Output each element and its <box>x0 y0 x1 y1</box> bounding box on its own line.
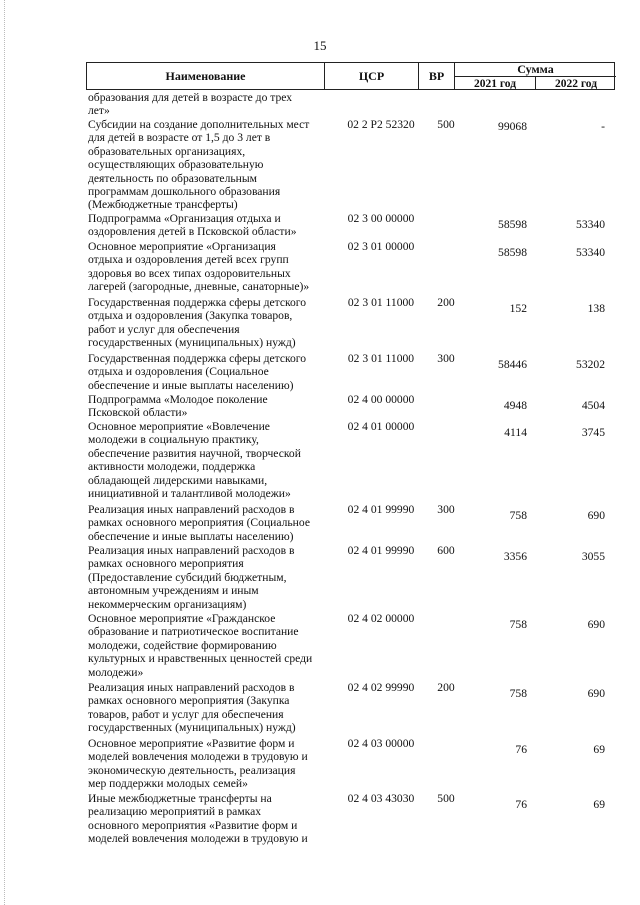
row-name-line: Реализация иных направлений расходов в <box>88 681 295 694</box>
row-name-line: отдыха и оздоровления (Социальное <box>88 365 269 379</box>
row-name-line: здоровья во всех типах оздоровительных <box>88 266 291 280</box>
row-name-line: обеспечение и иные выплаты населению) <box>88 529 294 543</box>
row-csr: 02 4 02 99990 <box>347 681 415 694</box>
row-name-line: рамках основного мероприятия (Закупка <box>88 694 290 708</box>
row-2022: 53340 <box>576 218 605 231</box>
row-name-line: Псковской области» <box>88 406 188 420</box>
row-2022: 69 <box>593 798 605 811</box>
row-name-line: Иные межбюджетные трансферты на <box>88 792 272 805</box>
row-2021: 76 <box>515 743 527 756</box>
row-2022: 69 <box>593 743 605 756</box>
row-name-line: Реализация иных направлений расходов в <box>88 503 295 516</box>
row-2021: 152 <box>509 302 527 315</box>
row-name <box>88 737 324 791</box>
row-name-line: культурных и нравственных ценностей среди <box>88 652 313 666</box>
row-2022: 4504 <box>581 399 605 412</box>
row-2021: 76 <box>515 798 527 811</box>
row-name <box>88 681 324 735</box>
row-vr: 200 <box>437 296 455 309</box>
row-name-line: государственных (муниципальных) нужд) <box>88 721 296 735</box>
row-name-line: моделей вовлечения молодежи в трудовую и <box>88 750 308 764</box>
row-vr: 200 <box>437 681 455 694</box>
row-csr: 02 4 01 99990 <box>347 503 415 516</box>
row-csr: 02 3 01 00000 <box>347 240 415 253</box>
row-vr: 600 <box>437 544 455 557</box>
row-name <box>88 544 324 611</box>
row-name-line: образование и патриотическое воспитание <box>88 625 299 639</box>
row-name <box>88 352 324 392</box>
page-edge-dotted-line <box>4 0 6 905</box>
row-2022: 3745 <box>581 426 605 439</box>
row-name-line: Государственная поддержка сферы детского <box>88 352 307 365</box>
row-name-line: оздоровления детей в Псковской области» <box>88 225 297 239</box>
row-name-line: лет» <box>88 104 110 118</box>
row-2022: 690 <box>587 618 605 631</box>
row-name-line: Основное мероприятие «Вовлечение <box>88 420 270 433</box>
row-name-line: молодежи, содействие формированию <box>88 638 277 652</box>
row-name-line: основного мероприятия «Развитие форм и <box>88 818 298 832</box>
row-2022: 53202 <box>576 358 605 371</box>
row-name-line: автономным учреждениям и иным <box>88 584 259 598</box>
row-name-line: работ и услуг для обеспечения <box>88 322 240 336</box>
row-name-line: рамках основного мероприятия (Социальное <box>88 516 310 530</box>
row-name-line: Основное мероприятие «Развитие форм и <box>88 737 295 750</box>
row-csr: 02 3 01 11000 <box>347 296 415 309</box>
row-csr: 02 4 03 43030 <box>347 792 415 805</box>
row-name-line: рамках основного мероприятия <box>88 557 244 571</box>
row-vr: 500 <box>437 792 455 805</box>
row-name-line: для детей в возрасте от 1,5 до 3 лет в <box>88 131 271 145</box>
header-year-2022: 2022 год <box>554 77 598 90</box>
row-name <box>88 503 324 543</box>
row-2021: 4948 <box>503 399 527 412</box>
row-2022: 690 <box>587 687 605 700</box>
row-csr: 02 4 01 00000 <box>347 420 415 433</box>
row-name <box>88 240 324 294</box>
row-2022: 138 <box>587 302 605 315</box>
row-name <box>88 212 324 239</box>
row-name-line: обеспечение и иные выплаты населению) <box>88 378 294 392</box>
row-2022: 690 <box>587 509 605 522</box>
header-year-2021: 2021 год <box>455 77 536 90</box>
row-name-line: Подпрограмма «Молодое поколение <box>88 393 268 406</box>
row-name-line: экономическую деятельность, реализация <box>88 763 296 777</box>
row-name <box>88 118 324 212</box>
row-2022: 53340 <box>576 246 605 259</box>
row-name-line: обладающей лидерскими навыками, <box>88 473 268 487</box>
header-sum: Сумма <box>455 63 616 77</box>
row-name-line: Основное мероприятие «Гражданское <box>88 612 276 625</box>
row-name <box>88 420 324 500</box>
row-name-line: программам дошкольного образования <box>88 185 281 199</box>
row-2021: 3356 <box>503 550 527 563</box>
row-csr: 02 4 01 99990 <box>347 544 415 557</box>
row-name-line: (Межбюджетные трансферты) <box>88 198 238 212</box>
row-2021: 758 <box>509 687 527 700</box>
row-name-line: товаров, работ и услуг для обеспечения <box>88 707 284 721</box>
row-csr: 02 3 00 00000 <box>347 212 415 225</box>
row-name <box>88 91 324 118</box>
row-name-line: лагерей (загородные, дневные, санаторные)» <box>88 280 310 294</box>
table-header <box>86 62 615 90</box>
row-name-line: отдыха и оздоровления детей всех групп <box>88 253 289 267</box>
row-2022: - <box>601 120 605 133</box>
row-name-line: некоммерческим организациям) <box>88 597 247 611</box>
row-2021: 99068 <box>498 120 527 133</box>
header-vr: ВР <box>419 63 455 89</box>
row-vr: 500 <box>437 118 455 131</box>
row-name-line: активности молодежи, поддержка <box>88 460 256 474</box>
header-name: Наименование <box>87 63 325 89</box>
row-2021: 58446 <box>498 358 527 371</box>
row-2021: 4114 <box>504 426 527 439</box>
row-2021: 58598 <box>498 246 527 259</box>
row-name-line: Основное мероприятие «Организация <box>88 240 276 253</box>
row-name-line: молодежи в социальную практику, <box>88 433 259 447</box>
row-name-line: Субсидии на создание дополнительных мест <box>88 118 310 131</box>
row-name-line: образовательных организациях, <box>88 144 246 158</box>
row-name-line: (Предоставление субсидий бюджетным, <box>88 570 287 584</box>
header-csr: ЦСР <box>325 63 419 89</box>
row-2021: 758 <box>509 618 527 631</box>
page-number: 15 <box>313 38 327 53</box>
row-name-line: отдыха и оздоровления (Закупка товаров, <box>88 309 293 323</box>
row-2021: 758 <box>509 509 527 522</box>
row-vr: 300 <box>437 503 455 516</box>
row-vr: 300 <box>437 352 455 365</box>
row-2022: 3055 <box>581 550 605 563</box>
row-2021: 58598 <box>498 218 527 231</box>
row-csr: 02 3 01 11000 <box>347 352 415 365</box>
row-name-line: образования для детей в возрасте до трех <box>88 91 293 104</box>
row-name <box>88 612 324 679</box>
row-name-line: обеспечение развития научной, творческой <box>88 446 301 460</box>
row-csr: 02 4 02 00000 <box>347 612 415 625</box>
row-name-line: моделей вовлечения молодежи в трудовую и <box>88 832 308 846</box>
row-name-line: деятельность по образовательным <box>88 171 257 185</box>
row-csr: 02 4 00 00000 <box>347 393 415 406</box>
row-name-line: реализацию мероприятий в рамках <box>88 805 262 819</box>
row-name-line: государственных (муниципальных) нужд) <box>88 336 296 350</box>
row-name <box>88 296 324 350</box>
row-csr: 02 4 03 00000 <box>347 737 415 750</box>
row-name-line: инициативной и талантливой молодежи» <box>88 487 291 501</box>
row-csr: 02 2 P2 52320 <box>347 118 415 131</box>
row-name-line: мер поддержки молодых семей» <box>88 777 248 791</box>
row-name <box>88 393 324 420</box>
row-name-line: Реализация иных направлений расходов в <box>88 544 295 557</box>
row-name <box>88 792 324 846</box>
row-name-line: Государственная поддержка сферы детского <box>88 296 307 309</box>
row-name-line: Подпрограмма «Организация отдыха и <box>88 212 281 225</box>
row-name-line: осуществляющих образовательную <box>88 158 264 172</box>
row-name-line: молодежи» <box>88 665 144 679</box>
